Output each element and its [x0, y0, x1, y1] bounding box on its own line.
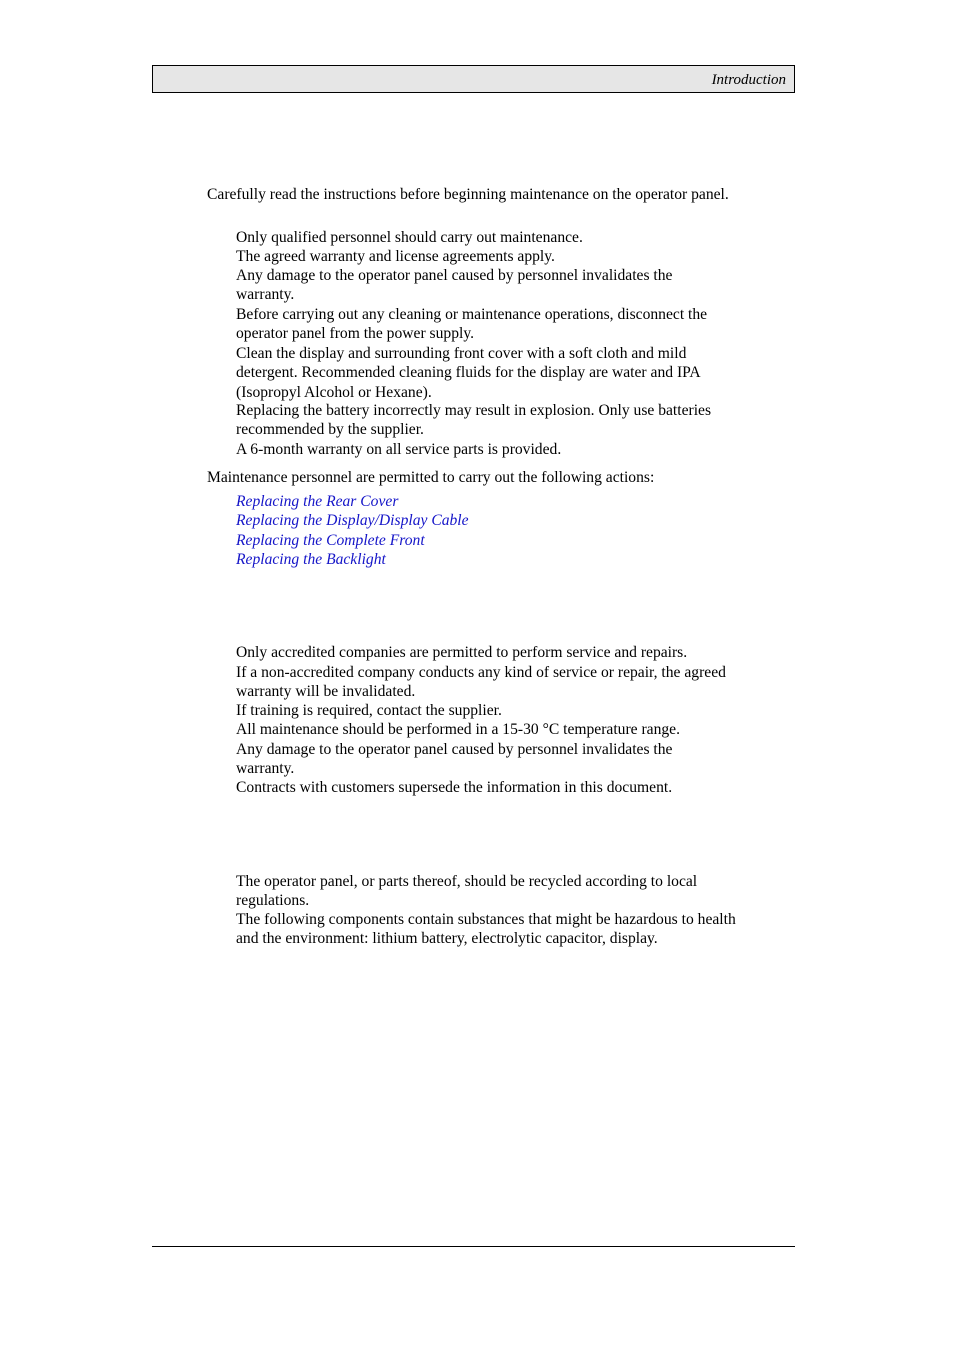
maintenance-item: Replacing the battery incorrectly may result in explosion. Only use batteries recommended by the supplier. — [236, 402, 712, 439]
page-header — [152, 65, 795, 93]
maintenance-item: A 6-month warranty on all service parts is provided. — [236, 441, 562, 458]
maintenance-item: Clean the display and surrounding front cover with a soft cloth and mild detergent. Recommended cleaning fluids for the display are water and IPA (Isopropyl Alcohol or Hexane). — [236, 345, 700, 401]
maintenance-item: Before carrying out any cleaning or maintenance operations, disconnect the operator panel from the power supply. — [236, 306, 708, 343]
link-replacing-display-cable[interactable]: Replacing the Display/Display Cable — [236, 512, 469, 529]
service-item: All maintenance should be performed in a 15-30 °C temperature range. — [236, 721, 681, 738]
maintenance-item: The agreed warranty and license agreements apply. — [236, 248, 555, 265]
maintenance-item: Only qualified personnel should carry out maintenance. — [236, 229, 583, 246]
disposal-item: The operator panel, or parts thereof, should be recycled according to local regulations. — [236, 873, 698, 910]
link-replacing-complete-front[interactable]: Replacing the Complete Front — [236, 532, 425, 549]
service-item: Any damage to the operator panel caused by personnel invalidates the warranty. — [236, 741, 673, 778]
service-item: Contracts with customers supersede the information in this document. — [236, 779, 673, 796]
disposal-item: The following components contain substances that might be hazardous to health and the environment: lithium battery, electrolytic capacitor, display. — [236, 911, 736, 948]
service-item: Only accredited companies are permitted to perform service and repairs. — [236, 644, 688, 661]
link-replacing-backlight[interactable]: Replacing the Backlight — [236, 551, 386, 568]
maintenance-item: Any damage to the operator panel caused by personnel invalidates the warranty. — [236, 267, 673, 304]
link-replacing-rear-cover[interactable]: Replacing the Rear Cover — [236, 493, 399, 510]
service-item: If training is required, contact the supplier. — [236, 702, 502, 719]
actions-intro: Maintenance personnel are permitted to carry out the following actions: — [207, 469, 655, 486]
footer-divider — [152, 1246, 795, 1247]
maintenance-intro: Carefully read the instructions before beginning maintenance on the operator panel. — [207, 186, 729, 203]
service-item: If a non-accredited company conducts any kind of service or repair, the agreed warranty will be invalidated. — [236, 664, 726, 701]
header-title: Introduction — [711, 72, 786, 88]
